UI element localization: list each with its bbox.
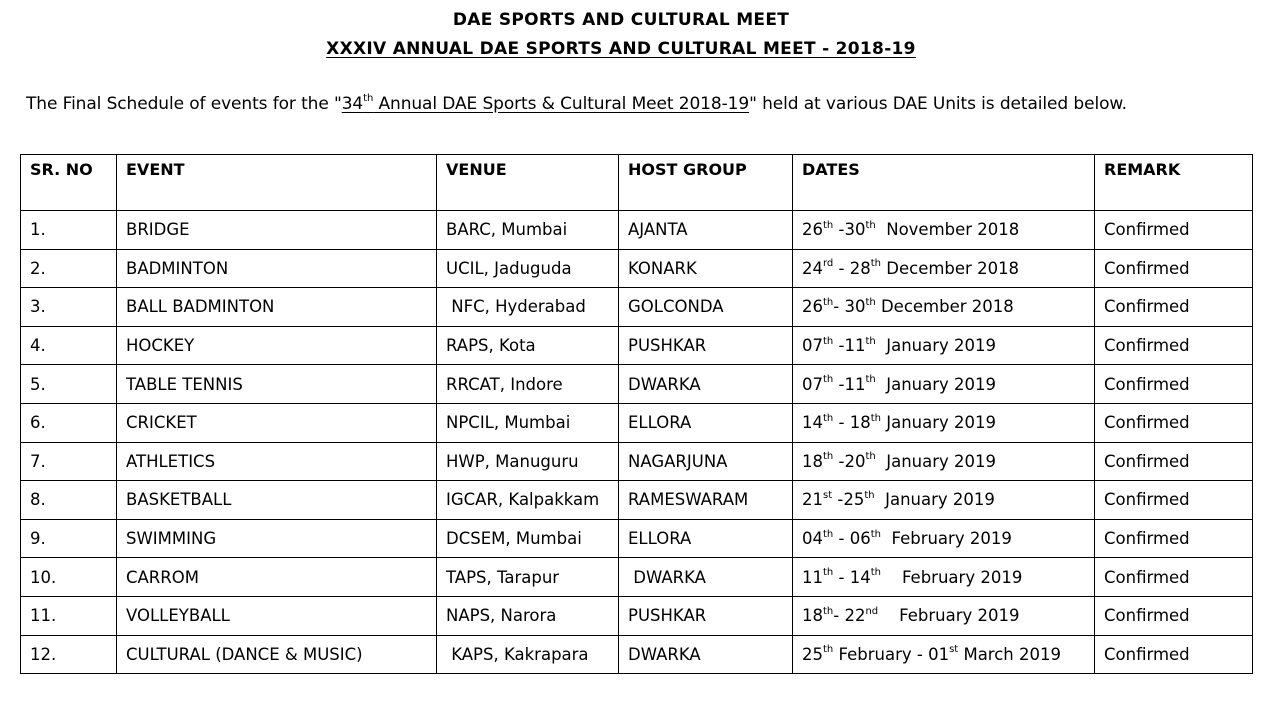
date-text: November 2018 bbox=[875, 220, 1020, 240]
cell-venue: UCIL, Jaduguda bbox=[437, 249, 619, 288]
date-ordinal-suffix: th bbox=[823, 567, 834, 579]
cell-sr-no: 10. bbox=[21, 558, 117, 597]
cell-dates bbox=[793, 442, 1095, 481]
document-subtitle bbox=[0, 39, 1242, 59]
cell-dates bbox=[793, 249, 1095, 288]
cell-sr-no: 4. bbox=[21, 326, 117, 365]
intro-meet-number: 34 bbox=[341, 94, 364, 114]
cell-dates bbox=[793, 403, 1095, 442]
cell-venue: RRCAT, Indore bbox=[437, 365, 619, 404]
cell-event: ATHLETICS bbox=[117, 442, 437, 481]
table-row bbox=[21, 326, 1253, 365]
date-text: - 22 bbox=[833, 606, 866, 626]
header-dates: DATES bbox=[793, 155, 1095, 211]
table-row bbox=[21, 558, 1253, 597]
date-ordinal-suffix: th bbox=[823, 644, 834, 656]
date-text: 18 bbox=[802, 606, 823, 626]
cell-event: SWIMMING bbox=[117, 519, 437, 558]
cell-venue: HWP, Manuguru bbox=[437, 442, 619, 481]
table-row bbox=[21, 442, 1253, 481]
intro-suffix: " held at various DAE Units is detailed below. bbox=[749, 94, 1127, 114]
date-text: 04 bbox=[802, 529, 823, 549]
cell-dates bbox=[793, 519, 1095, 558]
date-text: January 2019 bbox=[880, 413, 997, 433]
date-text: - 14 bbox=[833, 567, 871, 587]
date-text: January 2019 bbox=[875, 374, 997, 394]
date-ordinal-suffix: th bbox=[870, 567, 881, 579]
cell-dates bbox=[793, 211, 1095, 250]
cell-remark: Confirmed bbox=[1095, 326, 1253, 365]
cell-host-group: NAGARJUNA bbox=[619, 442, 793, 481]
date-text: 18 bbox=[802, 451, 823, 471]
table-body bbox=[21, 211, 1253, 674]
cell-event: BADMINTON bbox=[117, 249, 437, 288]
cell-remark: Confirmed bbox=[1095, 365, 1253, 404]
cell-venue: BARC, Mumbai bbox=[437, 211, 619, 250]
cell-dates bbox=[793, 288, 1095, 327]
date-text: -30 bbox=[833, 220, 866, 240]
header-sr-no: SR. NO bbox=[21, 155, 117, 211]
date-text: -25 bbox=[832, 490, 865, 510]
cell-dates bbox=[793, 635, 1095, 674]
cell-sr-no: 11. bbox=[21, 596, 117, 635]
date-ordinal-suffix: th bbox=[823, 451, 834, 463]
date-text: 26 bbox=[802, 220, 823, 240]
date-text: January 2019 bbox=[874, 490, 995, 510]
table-row bbox=[21, 635, 1253, 674]
cell-venue: NAPS, Narora bbox=[437, 596, 619, 635]
cell-event: CRICKET bbox=[117, 403, 437, 442]
cell-dates bbox=[793, 481, 1095, 520]
date-ordinal-suffix: st bbox=[823, 489, 833, 501]
cell-host-group: GOLCONDA bbox=[619, 288, 793, 327]
cell-sr-no: 5. bbox=[21, 365, 117, 404]
cell-remark: Confirmed bbox=[1095, 442, 1253, 481]
date-ordinal-suffix: th bbox=[823, 374, 834, 386]
cell-host-group: AJANTA bbox=[619, 211, 793, 250]
date-text: - 30 bbox=[833, 297, 866, 317]
date-ordinal-suffix: rd bbox=[823, 258, 834, 270]
header-remark: REMARK bbox=[1095, 155, 1253, 211]
cell-sr-no: 8. bbox=[21, 481, 117, 520]
date-ordinal-suffix: th bbox=[865, 374, 876, 386]
cell-remark: Confirmed bbox=[1095, 481, 1253, 520]
schedule-table bbox=[20, 154, 1253, 674]
cell-venue: NFC, Hyderabad bbox=[437, 288, 619, 327]
cell-venue: KAPS, Kakrapara bbox=[437, 635, 619, 674]
date-text: 21 bbox=[802, 490, 823, 510]
table-row bbox=[21, 481, 1253, 520]
header-venue: VENUE bbox=[437, 155, 619, 211]
cell-venue: IGCAR, Kalpakkam bbox=[437, 481, 619, 520]
date-text: February - 01 bbox=[833, 644, 950, 664]
table-row bbox=[21, 519, 1253, 558]
date-ordinal-suffix: th bbox=[823, 219, 834, 231]
date-text: January 2019 bbox=[875, 451, 997, 471]
date-text: 14 bbox=[802, 413, 823, 433]
date-ordinal-suffix: th bbox=[823, 296, 834, 308]
cell-remark: Confirmed bbox=[1095, 519, 1253, 558]
date-text: February 2019 bbox=[878, 606, 1020, 626]
header-event: EVENT bbox=[117, 155, 437, 211]
date-ordinal-suffix: th bbox=[823, 335, 834, 347]
intro-paragraph bbox=[26, 94, 1127, 114]
table-row bbox=[21, 403, 1253, 442]
date-text: December 2018 bbox=[875, 297, 1014, 317]
table-row bbox=[21, 288, 1253, 327]
cell-event: CULTURAL (DANCE & MUSIC) bbox=[117, 635, 437, 674]
date-ordinal-suffix: th bbox=[823, 412, 834, 424]
cell-venue: DCSEM, Mumbai bbox=[437, 519, 619, 558]
cell-event: CARROM bbox=[117, 558, 437, 597]
date-text: -20 bbox=[833, 451, 866, 471]
cell-sr-no: 3. bbox=[21, 288, 117, 327]
cell-host-group: KONARK bbox=[619, 249, 793, 288]
date-text: - 28 bbox=[833, 258, 871, 278]
cell-remark: Confirmed bbox=[1095, 635, 1253, 674]
cell-sr-no: 2. bbox=[21, 249, 117, 288]
date-ordinal-suffix: th bbox=[865, 335, 876, 347]
date-ordinal-suffix: th bbox=[870, 412, 881, 424]
header-host-group: HOST GROUP bbox=[619, 155, 793, 211]
cell-dates bbox=[793, 558, 1095, 597]
cell-host-group: DWARKA bbox=[619, 365, 793, 404]
cell-sr-no: 6. bbox=[21, 403, 117, 442]
table-header-row bbox=[21, 155, 1253, 211]
date-ordinal-suffix: th bbox=[864, 489, 875, 501]
cell-sr-no: 9. bbox=[21, 519, 117, 558]
date-text: -11 bbox=[833, 336, 866, 356]
cell-sr-no: 1. bbox=[21, 211, 117, 250]
cell-host-group: RAMESWARAM bbox=[619, 481, 793, 520]
document-title: DAE SPORTS AND CULTURAL MEET bbox=[452, 10, 790, 30]
date-text: January 2019 bbox=[875, 336, 997, 356]
table-row bbox=[21, 365, 1253, 404]
cell-event: BASKETBALL bbox=[117, 481, 437, 520]
date-ordinal-suffix: th bbox=[870, 528, 881, 540]
cell-remark: Confirmed bbox=[1095, 596, 1253, 635]
cell-event: HOCKEY bbox=[117, 326, 437, 365]
cell-dates bbox=[793, 365, 1095, 404]
date-ordinal-suffix: th bbox=[870, 258, 882, 270]
date-text: 07 bbox=[802, 374, 823, 394]
cell-event: BALL BADMINTON bbox=[117, 288, 437, 327]
cell-venue: NPCIL, Mumbai bbox=[437, 403, 619, 442]
date-text: 11 bbox=[802, 567, 823, 587]
table-row bbox=[21, 596, 1253, 635]
date-text: 24 bbox=[802, 258, 823, 278]
date-text: 25 bbox=[802, 644, 823, 664]
date-ordinal-suffix: th bbox=[865, 219, 876, 231]
cell-dates bbox=[793, 596, 1095, 635]
cell-remark: Confirmed bbox=[1095, 403, 1253, 442]
cell-event: BRIDGE bbox=[117, 211, 437, 250]
cell-sr-no: 12. bbox=[21, 635, 117, 674]
date-text: February 2019 bbox=[880, 529, 1012, 549]
cell-host-group: PUSHKAR bbox=[619, 326, 793, 365]
date-ordinal-suffix: th bbox=[823, 528, 834, 540]
intro-meet-title: Annual DAE Sports & Cultural Meet 2018-19 bbox=[373, 94, 750, 114]
date-text: 07 bbox=[802, 336, 823, 356]
intro-meet-ordinal: th bbox=[363, 93, 374, 105]
cell-dates bbox=[793, 326, 1095, 365]
intro-meet-name bbox=[342, 94, 749, 114]
date-ordinal-suffix: th bbox=[865, 451, 876, 463]
date-text: December 2018 bbox=[881, 258, 1020, 278]
date-text: February 2019 bbox=[880, 567, 1023, 587]
date-text: 26 bbox=[802, 297, 823, 317]
cell-venue: TAPS, Tarapur bbox=[437, 558, 619, 597]
date-ordinal-suffix: th bbox=[865, 296, 876, 308]
cell-event: VOLLEYBALL bbox=[117, 596, 437, 635]
cell-host-group: ELLORA bbox=[619, 519, 793, 558]
date-text: -11 bbox=[833, 374, 866, 394]
date-ordinal-suffix: th bbox=[823, 605, 834, 617]
cell-sr-no: 7. bbox=[21, 442, 117, 481]
cell-event: TABLE TENNIS bbox=[117, 365, 437, 404]
cell-remark: Confirmed bbox=[1095, 558, 1253, 597]
table-row bbox=[21, 249, 1253, 288]
cell-host-group: DWARKA bbox=[619, 635, 793, 674]
date-text: - 18 bbox=[833, 413, 871, 433]
cell-host-group: ELLORA bbox=[619, 403, 793, 442]
cell-venue: RAPS, Kota bbox=[437, 326, 619, 365]
intro-prefix: The Final Schedule of events for the " bbox=[26, 94, 342, 114]
date-ordinal-suffix: st bbox=[949, 644, 959, 656]
cell-remark: Confirmed bbox=[1095, 211, 1253, 250]
table-row bbox=[21, 211, 1253, 250]
cell-host-group: PUSHKAR bbox=[619, 596, 793, 635]
cell-remark: Confirmed bbox=[1095, 249, 1253, 288]
date-text: - 06 bbox=[833, 529, 871, 549]
document-subtitle-text: XXXIV ANNUAL DAE SPORTS AND CULTURAL MEET - 2018-19 bbox=[326, 39, 916, 59]
cell-host-group: DWARKA bbox=[619, 558, 793, 597]
date-text: March 2019 bbox=[958, 644, 1061, 664]
cell-remark: Confirmed bbox=[1095, 288, 1253, 327]
date-ordinal-suffix: nd bbox=[865, 605, 879, 617]
